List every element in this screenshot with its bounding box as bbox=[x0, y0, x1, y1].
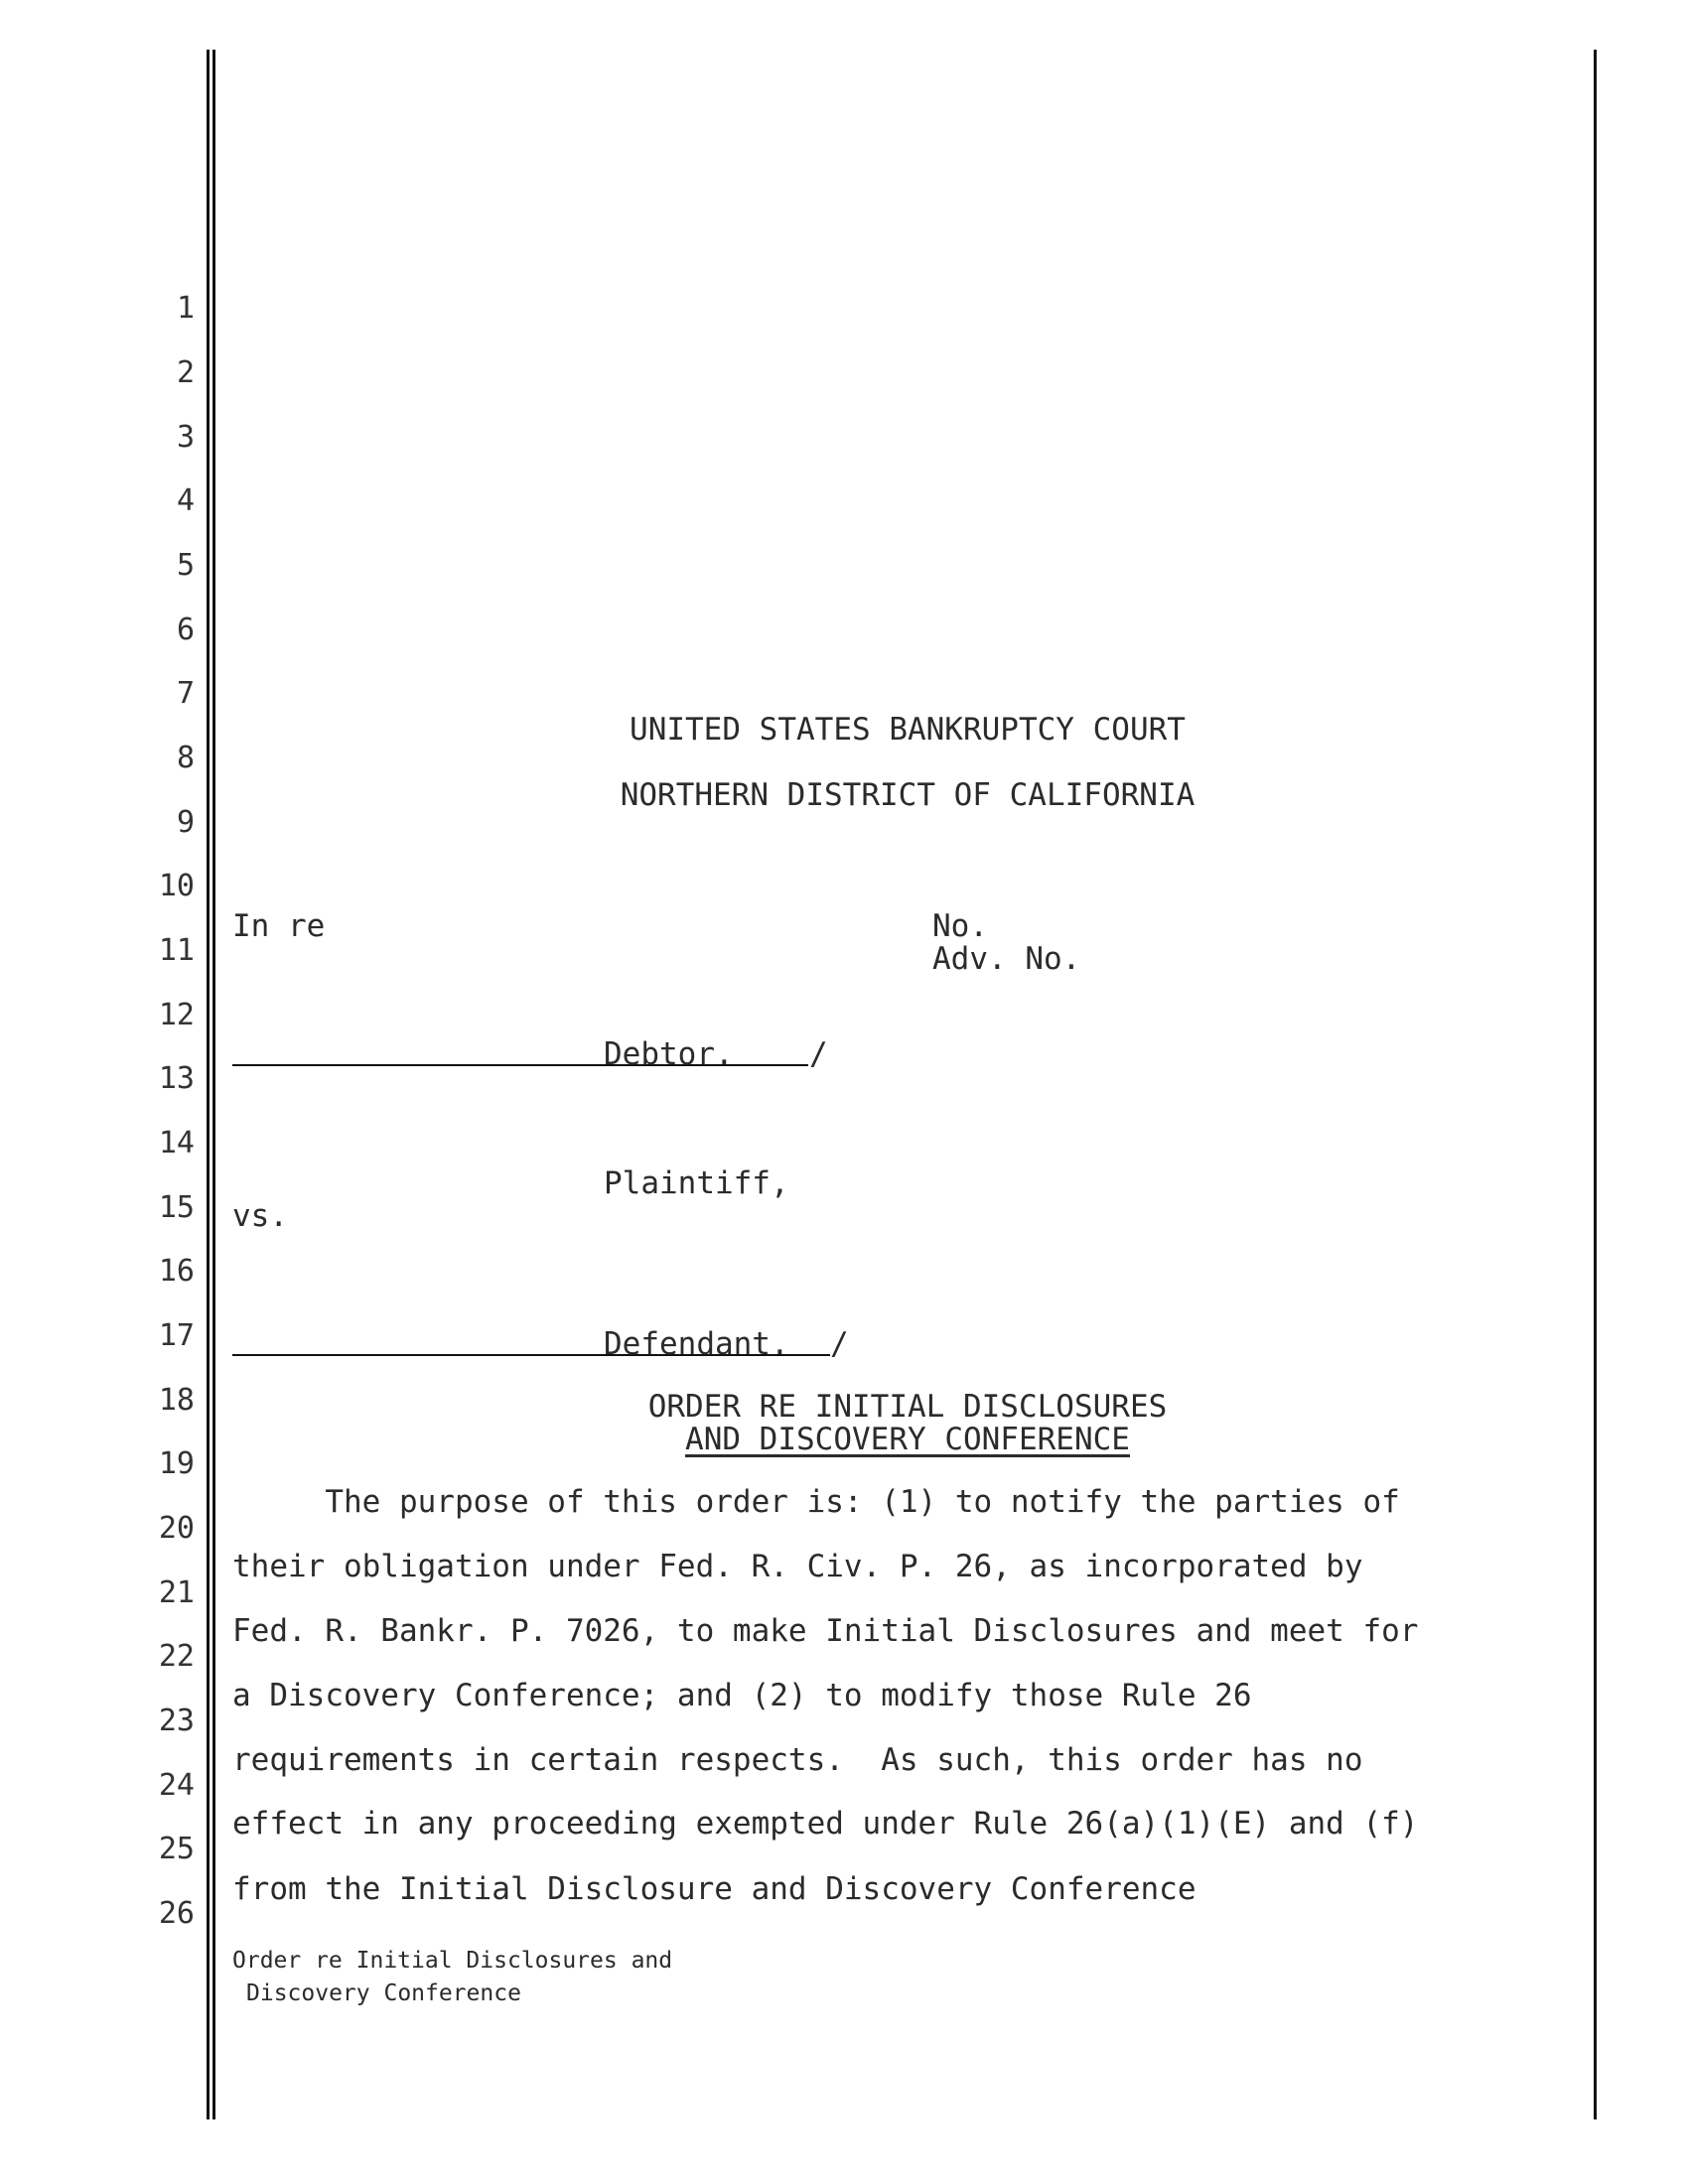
footer-title-line-1: Order re Initial Disclosures and bbox=[232, 1948, 673, 1974]
body-line: from the Initial Disclosure and Discovery Conference bbox=[232, 1871, 1196, 1907]
line-number: 26 bbox=[158, 1896, 195, 1931]
footer-title-line-2: Discovery Conference bbox=[246, 1980, 521, 2006]
line-number: 10 bbox=[158, 869, 195, 903]
left-margin-rule-outer bbox=[207, 50, 210, 2119]
body-line: Fed. R. Bankr. P. 7026, to make Initial Disclosures and meet for bbox=[232, 1613, 1419, 1649]
line-number: 16 bbox=[158, 1254, 195, 1289]
debtor-slash: / bbox=[809, 1036, 828, 1072]
court-name: UNITED STATES BANKRUPTCY COURT bbox=[630, 712, 1186, 748]
order-title-line-1: ORDER RE INITIAL DISCLOSURES bbox=[647, 1389, 1168, 1425]
line-number: 8 bbox=[176, 741, 195, 775]
plaintiff-label: Plaintiff, bbox=[604, 1165, 789, 1201]
line-number: 21 bbox=[158, 1575, 195, 1610]
right-margin-rule bbox=[1594, 50, 1597, 2119]
line-number: 7 bbox=[176, 676, 195, 711]
line-number: 18 bbox=[158, 1383, 195, 1418]
body-line: effect in any proceeding exempted under Rule 26(a)(1)(E) and (f) bbox=[232, 1806, 1419, 1842]
line-number: 22 bbox=[158, 1639, 195, 1674]
line-number: 6 bbox=[176, 613, 195, 647]
line-number: 25 bbox=[158, 1832, 195, 1866]
court-district: NORTHERN DISTRICT OF CALIFORNIA bbox=[620, 777, 1196, 813]
body-line: The purpose of this order is: (1) to notify the parties of bbox=[232, 1484, 1400, 1520]
line-number: 1 bbox=[176, 291, 195, 326]
order-title-line-2 bbox=[232, 1422, 1583, 1457]
defendant-slash: / bbox=[830, 1326, 849, 1362]
defendant-label: Defendant. bbox=[604, 1326, 789, 1362]
in-re-label: In re bbox=[232, 908, 326, 944]
line-number: 24 bbox=[158, 1768, 195, 1803]
line-number: 3 bbox=[176, 420, 195, 455]
line-number: 23 bbox=[158, 1704, 195, 1738]
body-line: their obligation under Fed. R. Civ. P. 26, as incorporated by bbox=[232, 1549, 1363, 1584]
adversary-number-label: Adv. No. bbox=[932, 941, 1081, 977]
line-number: 14 bbox=[158, 1126, 195, 1160]
debtor-label: Debtor. bbox=[604, 1036, 734, 1072]
line-number: 19 bbox=[158, 1446, 195, 1481]
body-line: a Discovery Conference; and (2) to modify those Rule 26 bbox=[232, 1678, 1252, 1713]
order-title-line-2-text: AND DISCOVERY CONFERENCE bbox=[685, 1422, 1130, 1457]
versus-label: vs. bbox=[232, 1198, 288, 1234]
line-number: 5 bbox=[176, 548, 195, 583]
line-number: 17 bbox=[158, 1318, 195, 1353]
case-number-label: No. bbox=[932, 908, 988, 944]
line-number: 15 bbox=[158, 1190, 195, 1225]
body-line: requirements in certain respects. As such, this order has no bbox=[232, 1742, 1363, 1778]
line-number: 9 bbox=[176, 805, 195, 840]
line-number: 4 bbox=[176, 483, 195, 518]
line-number: 13 bbox=[158, 1061, 195, 1096]
line-number: 11 bbox=[158, 933, 195, 968]
line-number: 2 bbox=[176, 355, 195, 390]
line-number: 20 bbox=[158, 1511, 195, 1546]
line-number: 12 bbox=[158, 998, 195, 1032]
left-margin-rule-inner bbox=[212, 50, 215, 2119]
